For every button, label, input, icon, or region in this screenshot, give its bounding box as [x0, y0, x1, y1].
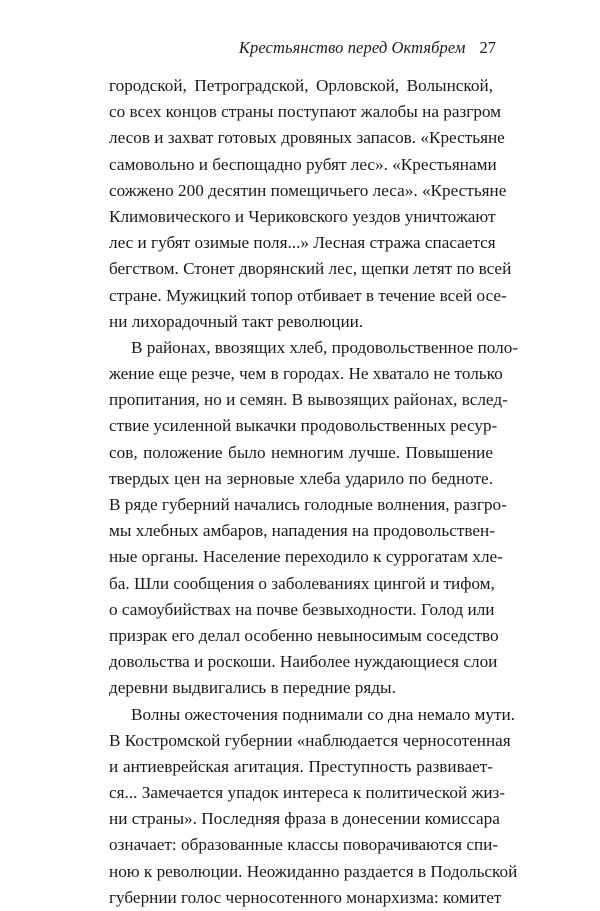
text-line: В Костромской губернии «наблюдается черносотенная — [109, 728, 493, 754]
text-line: В ряде губерний начались голодные волнения, разгро- — [109, 492, 493, 518]
text-line: самовольно и беспощадно рубят лес». «Крестьянами — [109, 152, 493, 178]
running-header — [239, 38, 496, 58]
text-line: твердых цен на зерновые хлеба ударило по бедноте. — [109, 466, 493, 492]
text-line: Волны ожесточения поднимали со дна немало мути. — [109, 702, 493, 728]
text-line: пропитания, но и семян. В вывозящих районах, вслед- — [109, 387, 493, 413]
text-line: бегством. Стонет дворянский лес, щепки летят по всей — [109, 256, 493, 282]
text-line: означает: образованные классы поворачиваются спи- — [109, 832, 493, 858]
text-line: ные органы. Население переходило к суррогатам хле- — [109, 544, 493, 570]
text-line: призрак его делал особенно невыносимым соседство — [109, 623, 493, 649]
text-line: ба. Шли сообщения о заболеваниях цингой и тифом, — [109, 571, 493, 597]
page-number: 27 — [480, 38, 497, 58]
text-line: В районах, ввозящих хлеб, продовольственное поло- — [109, 335, 493, 361]
paragraph — [109, 702, 493, 911]
text-line: губернии голос черносотенного монархизма: комитет — [109, 885, 493, 911]
text-line: ни лихорадочный такт революции. — [109, 309, 493, 335]
text-line: лесов и захват готовых дровяных запасов. «Крестьяне — [109, 125, 493, 151]
text-line: и антиеврейская агитация. Преступность развивает- — [109, 754, 493, 780]
text-line: деревни выдвигались в передние ряды. — [109, 675, 493, 701]
text-line: о самоубийствах на почве безвыходности. Голод или — [109, 597, 493, 623]
text-line: ствие усиленной выкачки продовольственных ресур- — [109, 413, 493, 439]
paragraph — [109, 73, 493, 335]
running-title: Крестьянство перед Октябрем — [239, 38, 466, 58]
text-line: мы хлебных амбаров, нападения на продовольствен- — [109, 518, 493, 544]
text-line: городской, Петроградской, Орловской, Волынской, — [109, 73, 493, 99]
text-line: довольства и роскоши. Наиболее нуждающиеся слои — [109, 649, 493, 675]
text-line: стране. Мужицкий топор отбивает в течение всей осе- — [109, 283, 493, 309]
text-line: сов, положение было немногим лучше. Повышение — [109, 440, 493, 466]
body-text — [109, 73, 493, 911]
text-line: Климовического и Чериковского уездов уничтожают — [109, 204, 493, 230]
text-line: лес и губят озимые поля...» Лесная стража спасается — [109, 230, 493, 256]
text-line: сожжено 200 десятин помещичьего леса». «Крестьяне — [109, 178, 493, 204]
text-line: ни страны». Последняя фраза в донесении комиссара — [109, 806, 493, 832]
paragraph — [109, 335, 493, 702]
text-line: жение еще резче, чем в городах. Не хватало не только — [109, 361, 493, 387]
text-line: со всех концов страны поступают жалобы на разгром — [109, 99, 493, 125]
text-line: ною к революции. Неожиданно раздается в Подольской — [109, 859, 493, 885]
text-line: ся... Замечается упадок интереса к политической жиз- — [109, 780, 493, 806]
